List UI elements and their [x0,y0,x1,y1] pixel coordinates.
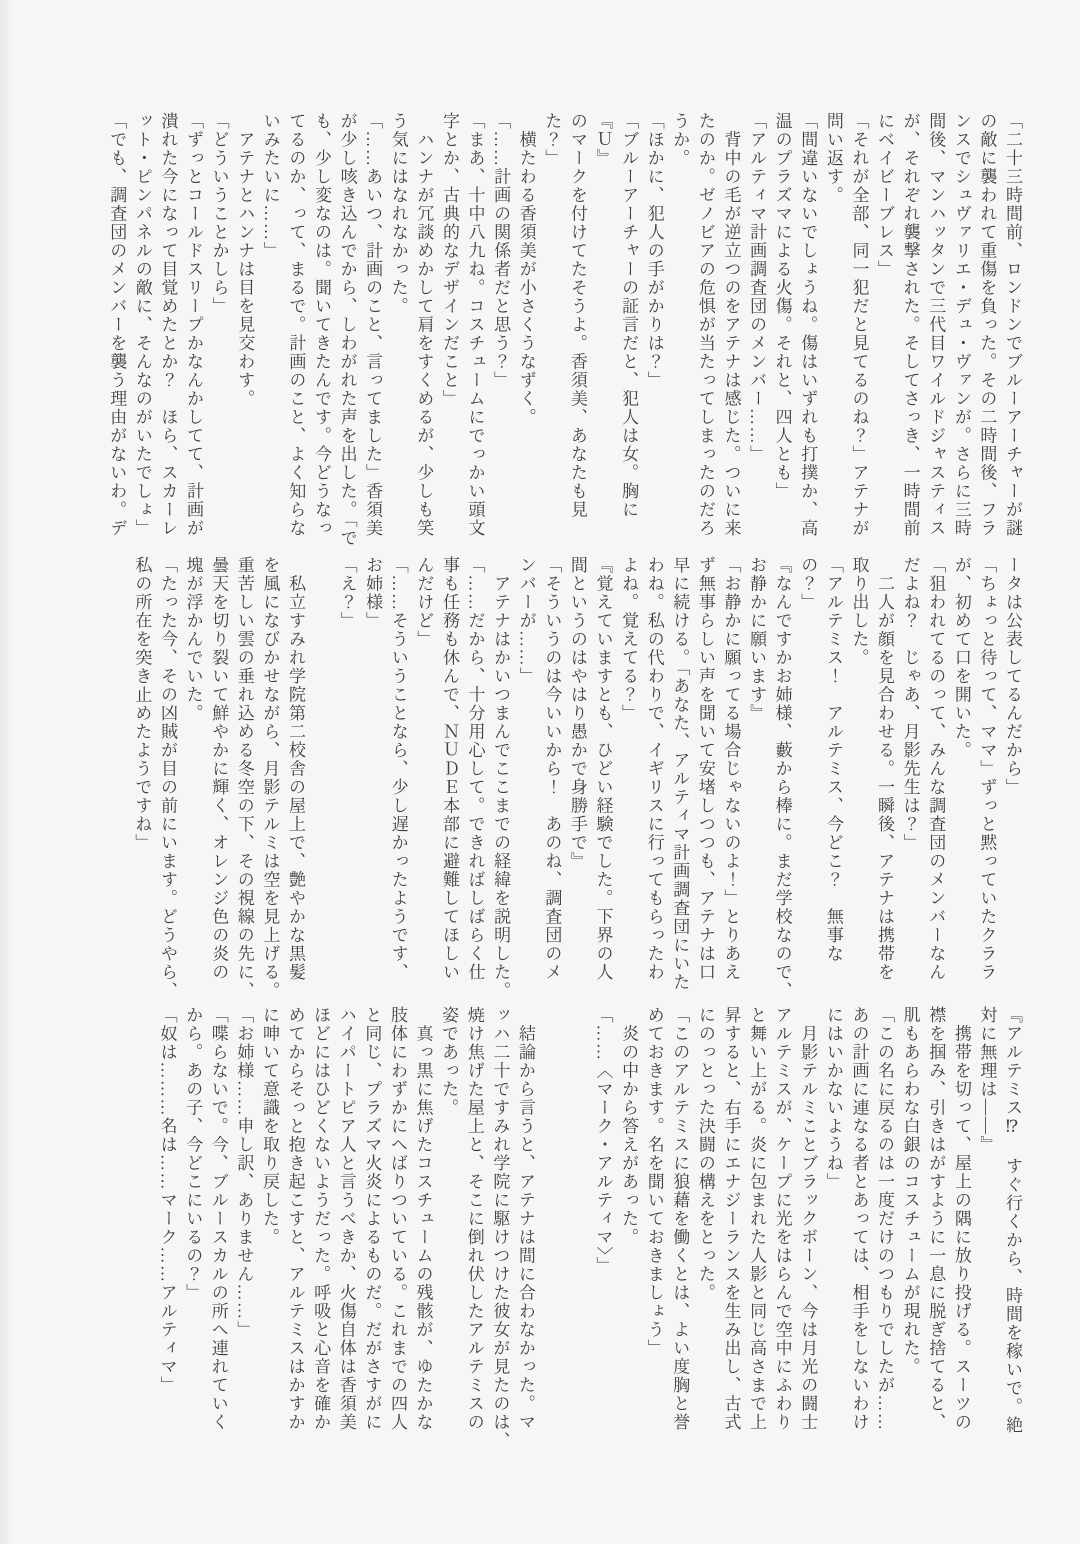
text-column: 「……計画の関係者だと思う？」 [491,112,511,390]
text-column: 「お静かに願ってる場合じゃないのよ！」とりあえ [721,556,741,982]
text-column: ハンナが冗談めかして肩をすくめるが、少しも笑 [414,112,434,538]
text-column: 「二十三時間前、ロンドンでブルーアーチャーが謎 [1003,112,1022,538]
text-column: 私の所在を突き止めたようですね」 [132,556,152,852]
text-column: の？」 [798,556,818,612]
text-column: ハイパートピア人と言うべきか、火傷自体は香須美 [336,1006,356,1432]
text-column: 背中の毛が逆立つのをアテナは感じた。ついに来 [721,112,741,538]
text-column: 結論から言うと、アテナは間に合わなかった。マ [515,1006,535,1432]
text-column: 「……あいつ、計画のこと、言ってました」香須美 [363,112,383,538]
text-column: 「そういうのは今いいから！ あのね、調査団のメ [542,556,562,982]
text-column: 姿であった。 [439,1006,459,1117]
text-column: だよね？ じゃあ、月影先生は？」 [900,556,920,852]
text-column: 「ちょっと待って、ママ」ずっと黙っていたクララ [977,556,997,982]
text-column: いみたいに……」 [260,112,280,260]
text-column: 「どういうことかしら」 [209,112,229,316]
text-column: うか。 [670,112,690,168]
text-column: 「喋らないで。今、ブルースカルの所へ連れていく [208,1006,228,1432]
text-column: と舞い上がる。炎に包まれた人影と同じ高さまで上 [747,1006,767,1432]
text-column: 「奴は………名は……マーク……アルティマ」 [157,1006,177,1395]
text-column: 「この名に戻るのは一度だけのつもりでしたが…… [875,1006,895,1432]
text-column: 「お姉様……申し訳、ありません……」 [234,1006,254,1339]
text-column: 『覚えていますとも、ひどい経験でした。下界の人 [593,556,613,982]
text-column: 肌もあらわな白銀のコスチュームが現れた。 [900,1006,920,1376]
text-column: 真っ黒に焦げたコスチュームの残骸が、ゆたかな [413,1006,433,1432]
text-column: 私立すみれ学院第二校舎の屋上で、艶やかな黒髪 [285,556,305,982]
text-column: 「え？」 [337,556,357,630]
text-column: よね。覚えてる？」 [619,556,639,723]
text-column: 「狙われてるのって、みんな調査団のメンバーなん [926,556,946,982]
text-column: の敵に襲われて重傷を負った。その二時間後、フラ [977,112,997,538]
text-column: 昇すると、右手にエナジーランスを生み出し、古式 [721,1006,741,1432]
text-column: 二人が顔を見合わせる。一瞬後、アテナは携帯を [875,556,895,982]
text-column: 「ほかに、犯人の手がかりは？」 [644,112,664,390]
text-column: のマークを付けてたそうよ。香須美、あなたも見 [567,112,587,519]
text-column: と同じ、プラズマ火炎によるものだ。だがさすがに [362,1006,382,1432]
text-column: お静かに願います』 [747,556,767,723]
text-band-2 [129,556,1025,1002]
text-column: アルテミスが、ケープに光をはらんで空中にふわり [772,1006,792,1432]
text-column: が、初めて口を開いた。 [951,556,971,760]
text-column: 対に無理は――』 [977,1006,997,1154]
text-column: 肢体にわずかにへばりついている。これまでの四人 [387,1006,407,1432]
scene-break-gap [308,556,334,1002]
text-band-1 [104,112,1025,558]
text-column: 「……〈マーク・アルティマ〉」 [593,1006,613,1275]
text-column: 「まあ、十中八九ね。コスチュームにでっかい頭文 [465,112,485,538]
text-column: たのか。ゼノビアの危惧が当たってしまったのだろ [695,112,715,538]
text-column: アテナとハンナは目を見交わす。 [235,112,255,408]
text-column: 「……だから、十分用心して。できればしばらく仕 [465,556,485,982]
text-column: 潰れた今になって目覚めたとか？ ほら、スカーレ [158,112,178,538]
text-column: ほどにはひどくないようだった。呼吸と心音を確か [311,1006,331,1432]
text-column: にベイビーブレス」 [875,112,895,279]
text-column: 『アルテミス⁉ すぐ行くから、時間を稼いで。絶 [1003,1006,1022,1435]
text-column: 間後、マンハッタンで三代目ワイルドジャスティス [926,112,946,538]
text-column: 間というのはやはり愚かで身勝手で』 [567,556,587,871]
text-column: 「このアルテミスに狼藉を働くとは、よい度胸と誉 [670,1006,690,1432]
text-column: 温のプラズマによる火傷。それと、四人とも」 [772,112,792,501]
text-column: わね。私の代わりで、イギリスに行ってもらったわ [644,556,664,982]
text-column: 「たった今、その凶賊が目の前にいます。どうやら、 [158,556,177,1000]
scene-break-gap [564,1006,590,1452]
text-column: 月影テルミことブラックボーン、今は月光の闘士 [798,1006,818,1432]
text-column: 「ブルーアーチャーの証言だと、犯人は女。胸に『Ｕ』 [593,112,639,519]
text-column: 『なんですかお姉様、藪から棒に。まだ学校なので、 [772,556,792,1000]
text-column: から。あの子、今どこにいるの？」 [183,1006,203,1302]
text-column: めてからそっと抱き起こすと、アルテミスはかすか [285,1006,305,1432]
text-column: も、少し変なのは。聞いてきたんです。今どうなっ [311,112,331,538]
text-column: が少し咳き込んでから、しわがれた声を出した。「で [337,112,357,548]
text-column: 重苦しい雲の垂れ込める冬空の下、その視線の先に、 [234,556,254,1000]
text-column: 襟を掴み、引きはがすように一息に脱ぎ捨てると、 [926,1006,946,1432]
text-column: あの計画に連なる者とあっては、相手をしないわけ [849,1006,869,1432]
text-column: ンバーが……」 [516,556,536,686]
text-column: 携帯を切って、屋上の隅に放り投げる。スーツの [951,1006,971,1432]
text-column: ンスでシュヴァリエ・デュ・ヴァンが。さらに三時 [951,112,971,538]
text-column: にはいかないようね」 [823,1006,843,1191]
text-column: 「それが全部、同一犯だと見てるのね？」アテナが [849,112,869,538]
text-column: う気にはなれなかった。 [388,112,408,316]
text-column: を風になびかせながら、月影テルミは空を見上げる。 [260,556,280,1000]
text-column: 「アルティマ計画調査団のメンバー……」 [747,112,767,464]
text-band-3 [154,1006,1025,1452]
text-column: 焼け焦げた屋上と、そこに倒れ伏したアルテミスの [464,1006,484,1432]
text-column: んだけど」 [414,556,434,649]
text-column: ず無事らしい声を聞いて安堵しつつも、アテナは口 [695,556,715,982]
text-column: 横たわる香須美が小さくうなずく。 [516,112,536,427]
text-column: た？」 [542,112,562,168]
text-column: 「でも、調査団のメンバーを襲う理由がないわ。デ [107,112,127,538]
text-column: 「ずっとコールドスリープかなんかしてて、計画が [184,112,203,538]
text-column: アテナはかいつまんでここまでの経緯を説明した。 [491,556,511,1000]
text-column: 問い返す。 [823,112,843,205]
text-column: 早に続ける。「あなた、アルティマ計画調査団にいた [670,556,690,992]
text-column: 「アルテミス！ アルテミス、今どこ？ 無事な [823,556,843,963]
text-column: 字とか、古典的なデザインだこと」 [439,112,459,408]
text-column: が、それぞれ襲撃された。そしてさっき、一時間前 [900,112,920,538]
text-column: ッハ二十ですみれ学院に駆けつけた彼女が見たのは、 [490,1006,510,1450]
text-column: ータは公表してるんだから」 [1003,556,1022,797]
text-column: 取り出した。 [849,556,869,667]
text-column: に呻いて意識を取り戻した。 [259,1006,279,1247]
text-column: 「間違いないでしょうね。傷はいずれも打撲か、高 [798,112,818,538]
text-column: ット・ピンパネルの敵に、そんなのがいたでしょ」 [132,112,152,538]
text-column: 塊が浮かんでいた。 [183,556,203,723]
text-column: てるのか、って、まるで。計画のこと、よく知らな [286,112,306,538]
text-column: めておきます。名を聞いておきましょう」 [644,1006,664,1358]
text-column: にのっとった決闘の構えをとった。 [695,1006,715,1302]
text-column: 曇天を切り裂いて鮮やかに輝く、オレンジ色の炎の [209,556,229,982]
text-column: 炎の中から答えがあった。 [619,1006,639,1247]
text-column: 「……そういうことなら、少し遅かったようです、 [388,556,408,982]
text-column: 事も任務も休んで、ＮＵＤＥ本部に避難してほしい [439,556,459,982]
scene-break-gap [538,1006,564,1452]
text-column: お姉様」 [363,556,383,630]
